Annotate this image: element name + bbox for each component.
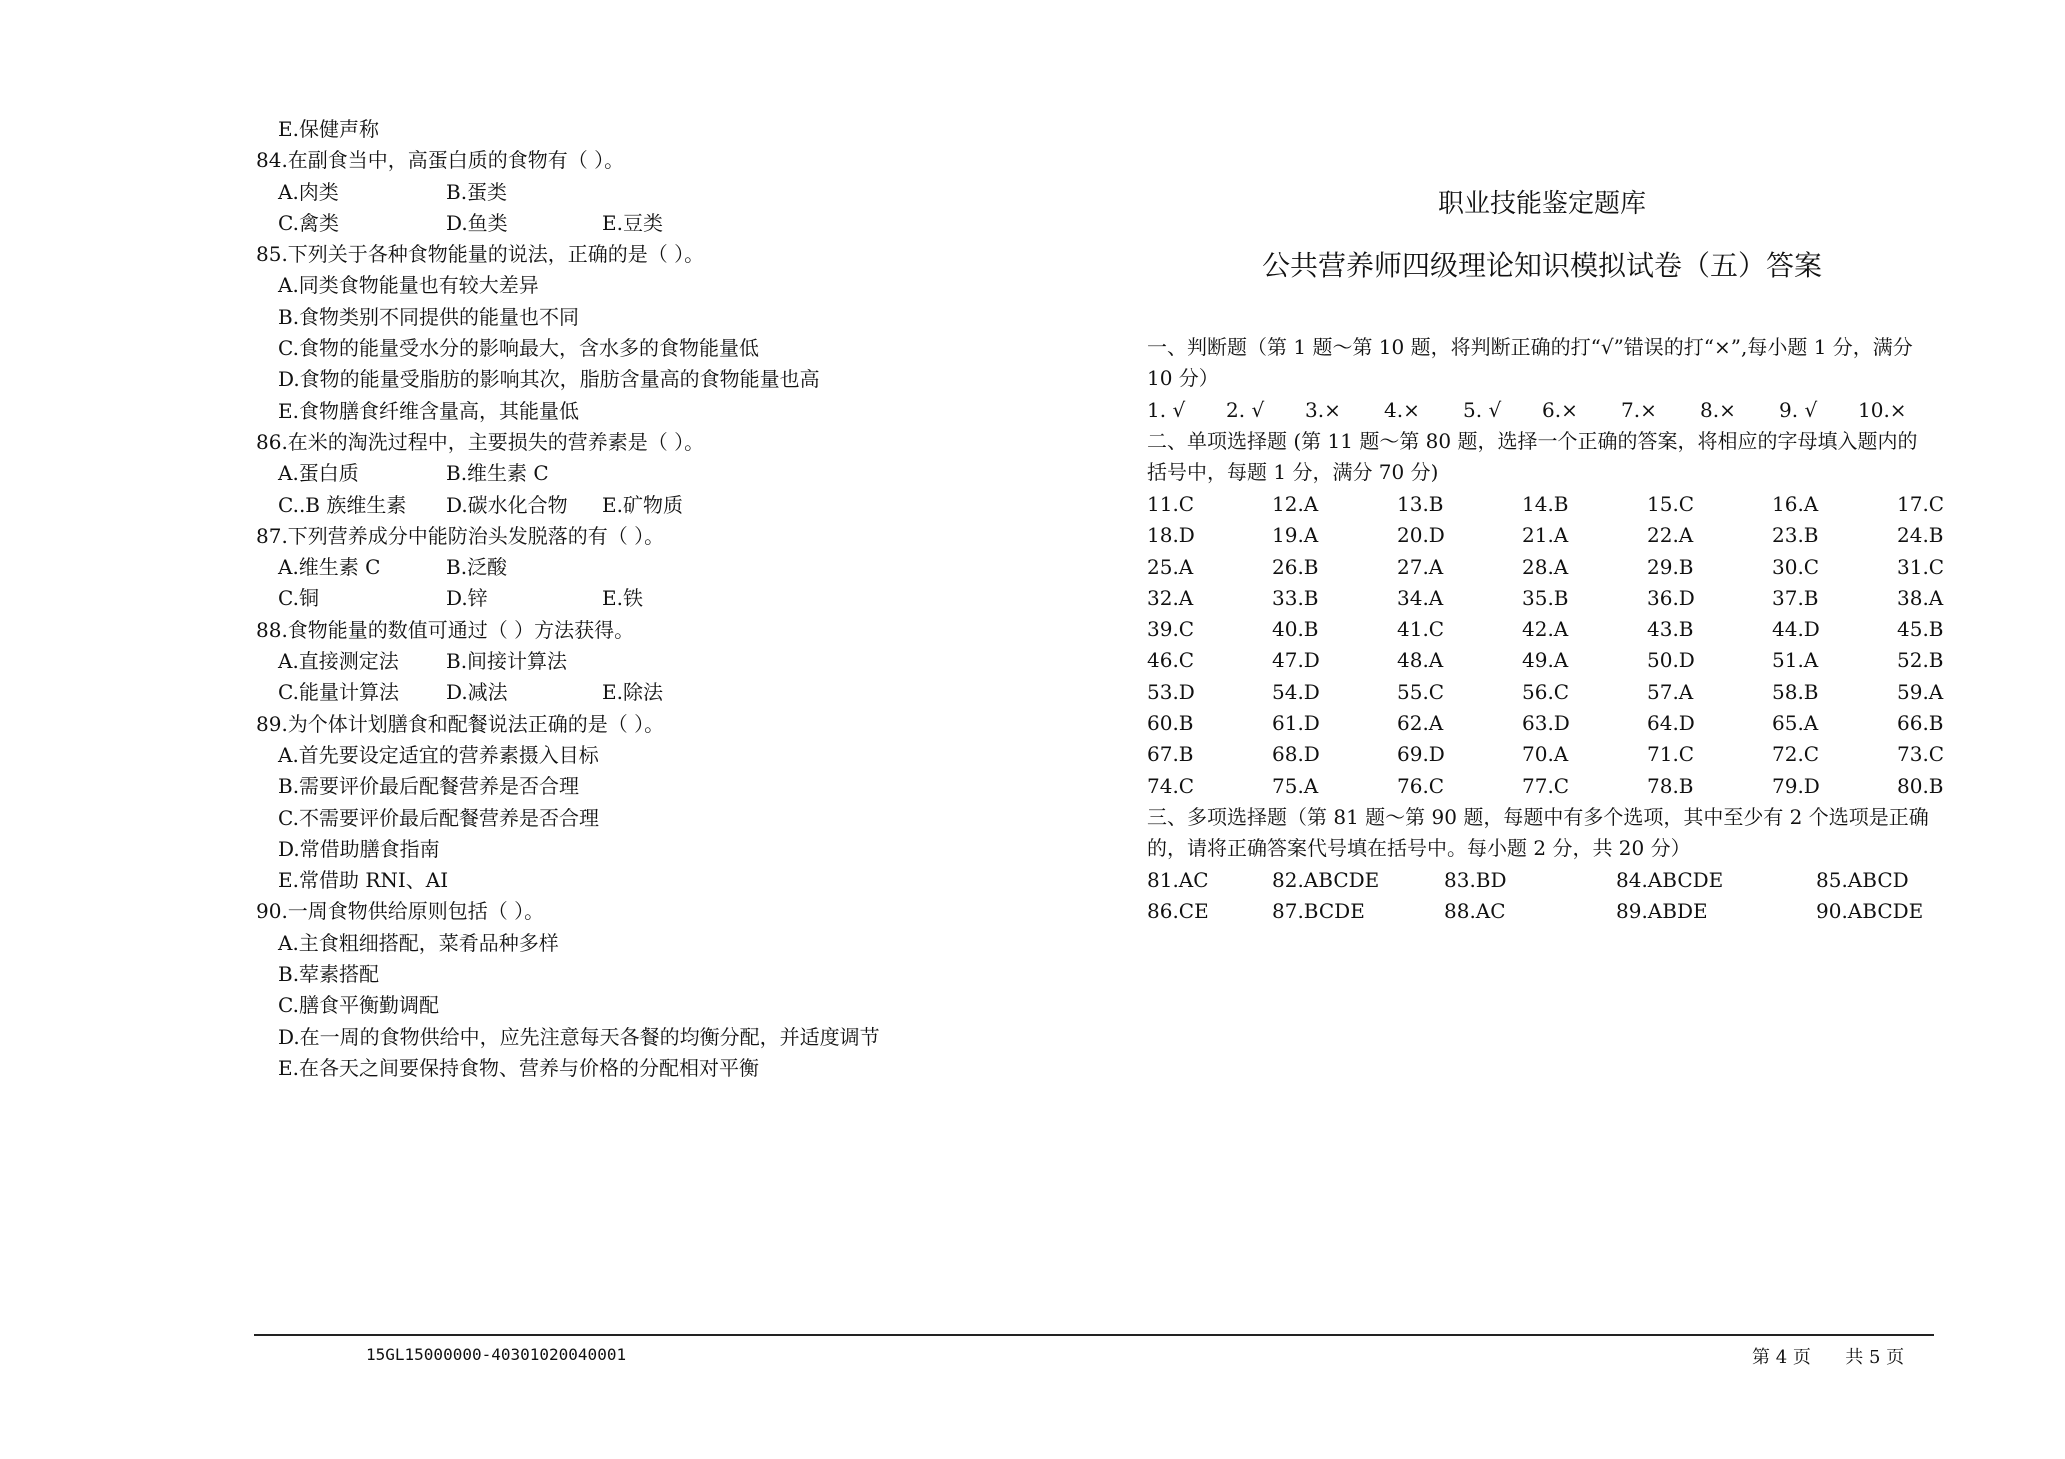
answer-cell: 47.D (1272, 648, 1320, 673)
answer-cell: 6.× (1542, 398, 1578, 422)
option-line: B.食物类别不同提供的能量也不同 (278, 304, 580, 329)
answer-cell: 32.A (1147, 585, 1194, 610)
option-item: D.锌 (446, 586, 488, 611)
option-line: C.膳食平衡勤调配 (278, 993, 439, 1018)
option-item: A.蛋白质 (278, 461, 359, 486)
answer-cell: 49.A (1522, 648, 1569, 673)
option-line (256, 458, 1056, 489)
answer-row (1147, 771, 1944, 802)
answer-cell: 60.B (1147, 711, 1194, 736)
answer-cell: 40.B (1272, 617, 1319, 642)
section-single-choice-heading: 二、单项选择题 (第 11 题～第 80 题，选择一个正确的答案，将相应的字母填入题内的括号中，每题 1 分，满分 70 分) (1147, 429, 1918, 485)
option-item: B.间接计算法 (446, 649, 568, 674)
answer-cell: 14.B (1522, 492, 1569, 516)
option-line: A.首先要设定适宜的营养素摄入目标 (278, 742, 599, 767)
answer-cell: 12.A (1272, 492, 1319, 516)
option-line: C.食物的能量受水分的影响最大，含水多的食物能量低 (278, 336, 759, 361)
question-line: 90.一周食物供给原则包括（ ）。 (256, 899, 545, 924)
option-line: E.常借助 RNI、AI (278, 868, 449, 893)
answer-cell: 55.C (1397, 679, 1445, 704)
multi-choice-answers (1147, 865, 1937, 928)
answer-cell: 80.B (1897, 773, 1944, 798)
option-line (256, 177, 1056, 208)
option-line: B.需要评价最后配餐营养是否合理 (278, 774, 580, 799)
answer-row (1147, 489, 1945, 520)
answer-cell: 9. √ (1779, 398, 1818, 422)
option-item: E.铁 (602, 586, 643, 611)
answer-cell: 27.A (1397, 554, 1444, 579)
answer-cell: 2. √ (1226, 398, 1265, 422)
answer-cell: 7.× (1621, 398, 1657, 422)
answer-cell: 73.C (1897, 742, 1945, 767)
option-item: B.蛋类 (446, 179, 508, 204)
answer-cell: 46.C (1147, 648, 1195, 673)
answer-cell: 59.A (1897, 679, 1944, 704)
answer-cell: 35.B (1522, 585, 1569, 610)
answer-cell: 24.B (1897, 523, 1944, 548)
question-line: 86.在米的淘洗过程中，主要损失的营养素是（ ）。 (256, 429, 705, 454)
footer-code: 15GL15000000-40301020040001 (366, 1345, 627, 1364)
answer-cell: 4.× (1384, 398, 1420, 422)
answer-cell: 31.C (1897, 554, 1945, 579)
answer-cell: 90.ABCDE (1816, 899, 1924, 924)
answer-cell: 76.C (1397, 773, 1445, 798)
answer-cell: 62.A (1397, 711, 1444, 736)
answer-cell: 72.C (1772, 742, 1820, 767)
option-item: C.铜 (278, 586, 319, 611)
option-line: A.同类食物能量也有较大差异 (278, 273, 539, 298)
option-line: E.保健声称 (278, 117, 379, 141)
option-line (256, 552, 1056, 583)
section-true-false-heading: 一、判断题（第 1 题～第 10 题，将判断正确的打“√”错误的打“×”,每小题 1 分，满分 10 分） (1147, 335, 1913, 391)
answer-cell: 34.A (1397, 585, 1444, 610)
answer-row (1147, 583, 1944, 614)
option-line (256, 583, 1056, 614)
answer-cell: 19.A (1272, 523, 1319, 548)
answer-row (1147, 552, 1945, 583)
answer-sheet-title: 公共营养师四级理论知识模拟试卷（五）答案 (1261, 249, 1822, 282)
option-line: B.荤素搭配 (278, 962, 380, 987)
answer-cell: 71.C (1647, 742, 1695, 767)
answer-row (1147, 896, 1937, 927)
answer-row (1147, 708, 1944, 739)
answer-cell: 15.C (1647, 492, 1695, 516)
answer-cell: 53.D (1147, 679, 1195, 704)
answer-cell: 23.B (1772, 523, 1819, 548)
question-line: 87.下列营养成分中能防治头发脱落的有（ ）。 (256, 523, 665, 548)
answer-cell: 89.ABDE (1616, 899, 1708, 924)
option-item: E.矿物质 (602, 492, 683, 517)
question-line: 84.在副食当中，高蛋白质的食物有（ ）。 (256, 148, 625, 173)
question-column (256, 114, 1056, 1084)
answer-cell: 38.A (1897, 585, 1944, 610)
option-line (256, 490, 1056, 521)
answer-row (1147, 739, 1945, 770)
answer-cell: 3.× (1305, 398, 1341, 422)
option-line (256, 646, 1056, 677)
option-item: D.鱼类 (446, 210, 508, 235)
answer-cell: 20.D (1397, 523, 1445, 548)
option-item: A.维生素 C (278, 555, 381, 580)
answer-cell: 69.D (1397, 742, 1445, 767)
answer-cell: 37.B (1772, 585, 1819, 610)
answer-cell: 44.D (1772, 617, 1820, 642)
answer-row (1147, 614, 1944, 645)
answer-row (1147, 865, 1937, 896)
answer-cell: 36.D (1647, 585, 1695, 610)
option-line: D.在一周的食物供给中，应先注意每天各餐的均衡分配，并适度调节 (278, 1024, 880, 1049)
question-line: 89.为个体计划膳食和配餐说法正确的是（ ）。 (256, 711, 665, 736)
answer-cell: 25.A (1147, 554, 1194, 579)
answer-cell: 8.× (1700, 398, 1736, 422)
answer-cell: 50.D (1647, 648, 1695, 673)
answer-row (1147, 645, 1944, 676)
answer-cell: 22.A (1647, 523, 1694, 548)
answer-cell: 56.C (1522, 679, 1570, 704)
answer-cell: 85.ABCD (1816, 868, 1909, 892)
answer-cell: 64.D (1647, 711, 1695, 736)
answer-row (1147, 520, 1944, 551)
option-item: E.除法 (602, 680, 663, 705)
option-item: C.能量计算法 (278, 680, 399, 705)
single-choice-answers (1147, 489, 1945, 802)
answer-cell: 43.B (1647, 617, 1694, 642)
option-line: E.在各天之间要保持食物、营养与价格的分配相对平衡 (278, 1055, 759, 1080)
option-item: B.泛酸 (446, 555, 508, 580)
option-line (256, 677, 1056, 708)
answer-cell: 5. √ (1463, 398, 1502, 422)
answer-cell: 51.A (1772, 648, 1819, 673)
footer-divider (254, 1334, 1934, 1336)
option-item: A.直接测定法 (278, 649, 399, 674)
answer-cell: 45.B (1897, 617, 1944, 642)
answer-cell: 70.A (1522, 742, 1569, 767)
answer-cell: 33.B (1272, 585, 1319, 610)
answer-cell: 74.C (1147, 773, 1195, 798)
answer-cell: 39.C (1147, 617, 1195, 642)
answer-cell: 18.D (1147, 523, 1195, 548)
answer-cell: 81.AC (1147, 868, 1209, 892)
answer-cell: 13.B (1397, 492, 1444, 516)
option-item: C..B 族维生素 (278, 492, 407, 517)
answer-cell: 30.C (1772, 554, 1820, 579)
answer-cell: 66.B (1897, 711, 1944, 736)
option-line: D.食物的能量受脂肪的影响其次，脂肪含量高的食物能量也高 (278, 367, 820, 392)
answer-cell: 63.D (1522, 711, 1570, 736)
option-item: A.肉类 (278, 179, 339, 204)
answer-cell: 84.ABCDE (1616, 868, 1724, 892)
answer-cell: 87.BCDE (1272, 899, 1365, 924)
option-line: C.不需要评价最后配餐营养是否合理 (278, 805, 599, 830)
answer-row (1147, 677, 1944, 708)
answer-cell: 16.A (1772, 492, 1819, 516)
option-line: A.主食粗细搭配，菜肴品种多样 (278, 930, 559, 955)
answer-cell: 52.B (1897, 648, 1944, 673)
answer-cell: 65.A (1772, 711, 1819, 736)
option-item: C.禽类 (278, 210, 339, 235)
answer-cell: 26.B (1272, 554, 1319, 579)
question-line: 85.下列关于各种食物能量的说法，正确的是（ ）。 (256, 242, 705, 267)
answer-cell: 88.AC (1444, 899, 1506, 924)
answer-cell: 68.D (1272, 742, 1320, 767)
answer-cell: 79.D (1772, 773, 1820, 798)
answer-cell: 42.A (1522, 617, 1569, 642)
option-item: D.碳水化合物 (446, 492, 568, 517)
answer-cell: 78.B (1647, 773, 1694, 798)
answer-cell: 86.CE (1147, 899, 1209, 924)
answer-cell: 75.A (1272, 773, 1319, 798)
answer-cell: 28.A (1522, 554, 1569, 579)
answer-cell: 48.A (1397, 648, 1444, 673)
true-false-answers (1147, 395, 1937, 426)
option-line: E.食物膳食纤维含量高，其能量低 (278, 398, 579, 423)
answer-cell: 10.× (1858, 398, 1907, 422)
answer-cell: 1. √ (1147, 398, 1186, 422)
option-item: B.维生素 C (446, 461, 549, 486)
answer-cell: 41.C (1397, 617, 1445, 642)
option-line: D.常借助膳食指南 (278, 836, 440, 861)
question-line: 88.食物能量的数值可通过（ ）方法获得。 (256, 617, 635, 642)
answer-cell: 61.D (1272, 711, 1320, 736)
answer-cell: 82.ABCDE (1272, 868, 1380, 892)
answer-cell: 54.D (1272, 679, 1320, 704)
answer-cell: 58.B (1772, 679, 1819, 704)
answer-cell: 29.B (1647, 554, 1694, 579)
option-item: D.减法 (446, 680, 508, 705)
section-multi-choice-heading: 三、多项选择题（第 81 题～第 90 题，每题中有多个选项，其中至少有 2 个选项是正确的，请将正确答案代号填在括号中。每小题 2 分，共 20 分） (1147, 805, 1929, 861)
footer-page-info: 第 4 页 共 5 页 (1752, 1347, 1905, 1368)
option-item: E.豆类 (602, 210, 663, 235)
answer-row (1147, 395, 1937, 426)
answer-cell: 11.C (1147, 492, 1195, 516)
answer-cell: 83.BD (1444, 868, 1507, 892)
bank-title: 职业技能鉴定题库 (1437, 189, 1646, 219)
answer-cell: 77.C (1522, 773, 1570, 798)
answer-cell: 57.A (1647, 679, 1694, 704)
option-line (256, 208, 1056, 239)
answer-cell: 67.B (1147, 742, 1194, 767)
answer-cell: 17.C (1897, 492, 1945, 516)
answer-cell: 21.A (1522, 523, 1569, 548)
